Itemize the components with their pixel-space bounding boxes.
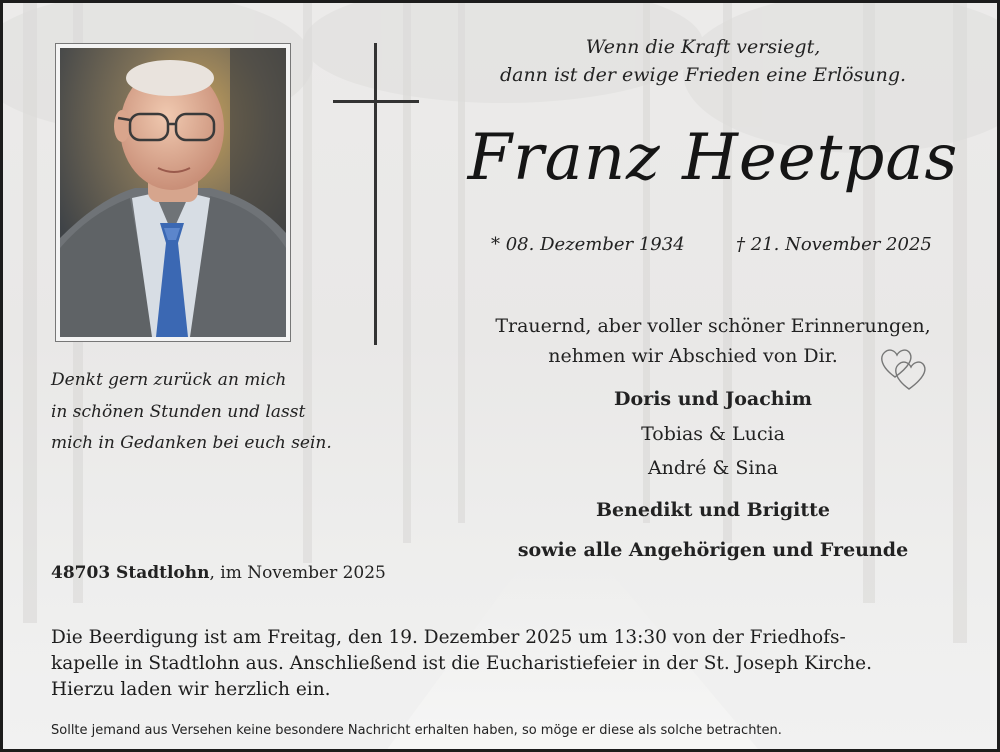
verse-line-2: in schönen Stunden und lasst (51, 401, 306, 422)
mourning-line-1: Trauernd, aber voller schöner Erinnerungen, (495, 315, 931, 337)
verse (51, 365, 371, 460)
portrait-photo (60, 48, 286, 337)
portrait-frame (55, 43, 291, 342)
notice-footnote: Sollte jemand aus Versehen keine besondere Nachricht erhalten haben, so möge er diese als solche betrachten. (51, 723, 782, 738)
funeral-line-3: Hierzu laden wir herzlich ein. (51, 679, 331, 700)
family-relatives: sowie alle Angehörigen und Freunde (517, 539, 909, 561)
motto (473, 33, 933, 89)
funeral-line-2: kapelle in Stadtlohn aus. Anschließend ist die Eucharistiefeier in der St. Joseph Kirche. (51, 653, 872, 674)
motto-line-1: Wenn die Kraft versiegt, (585, 36, 821, 58)
birth-date: * 08. Dezember 1934 (491, 234, 685, 255)
funeral-line-1: Die Beerdigung ist am Freitag, den 19. Dezember 2025 um 13:30 von der Friedhofs- (51, 627, 846, 648)
cross-icon (333, 43, 419, 345)
family-primary: Doris und Joachim (614, 388, 812, 410)
family-secondary: Benedikt und Brigitte (595, 499, 831, 521)
funeral-details (51, 625, 971, 703)
deceased-name: Franz Heetpas (467, 121, 959, 195)
place-city: 48703 Stadtlohn (51, 563, 210, 583)
place-and-date (51, 563, 386, 583)
death-date: † 21. November 2025 (736, 234, 932, 255)
mourning-line-2: nehmen wir Abschied von Dir. (548, 345, 838, 367)
verse-line-1: Denkt gern zurück an mich (51, 370, 287, 390)
place-date: , im November 2025 (209, 563, 386, 583)
hearts-icon (877, 343, 931, 391)
verse-line-3: mich in Gedanken bei euch sein. (51, 433, 332, 453)
motto-line-2: dann ist der ewige Frieden eine Erlösung. (499, 64, 907, 86)
family-member-1: Tobias & Lucia (641, 423, 785, 445)
family-member-2: André & Sina (647, 457, 779, 479)
